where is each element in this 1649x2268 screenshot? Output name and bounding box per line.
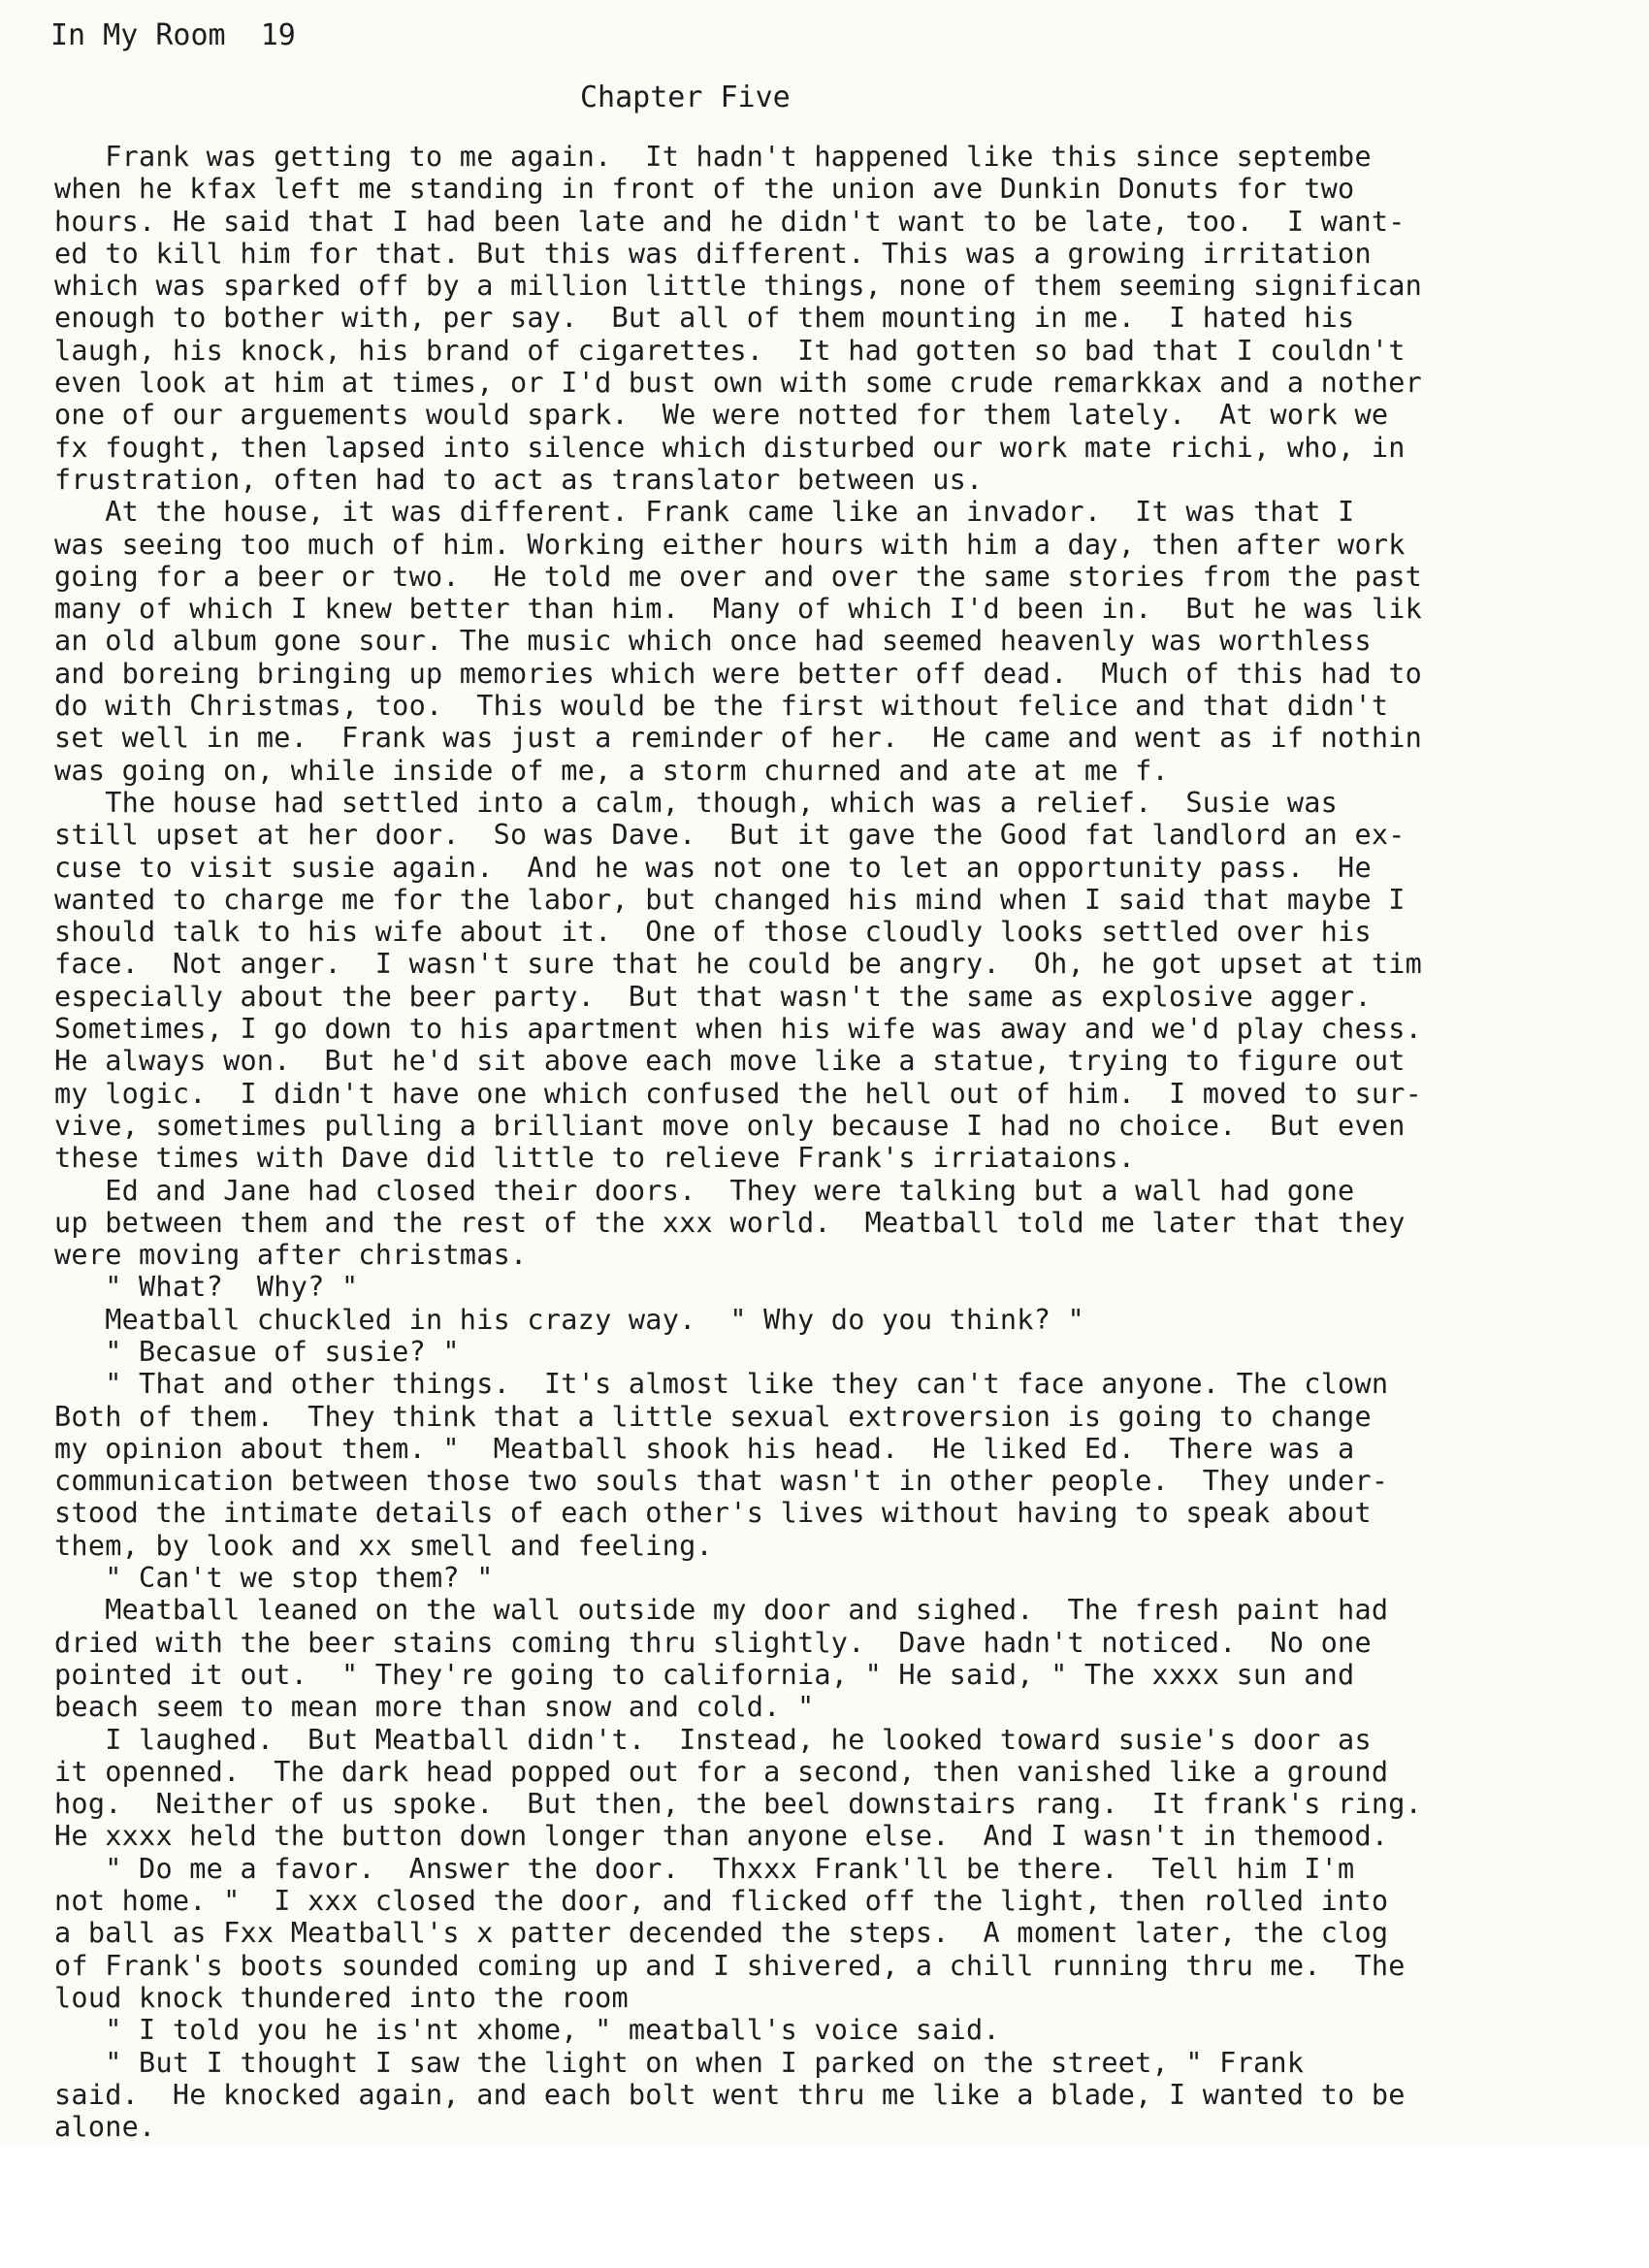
text-line: Meatball leaned on the wall outside my door and sighed. The fresh paint had [54, 1594, 1389, 1627]
text-line: hog. Neither of us spoke. But then, the beel downstairs rang. It frank's ring. [54, 1788, 1423, 1821]
text-line: wanted to charge me for the labor, but changed his mind when I said that maybe I [54, 883, 1406, 916]
text-line: do with Christmas, too. This would be the first without felice and that didn't [54, 690, 1389, 723]
text-line: not home. " I xxx closed the door, and flicked off the light, then rolled into [54, 1885, 1389, 1918]
text-line: hours. He said that I had been late and he didn't want to be late, too. I want- [54, 205, 1406, 238]
text-line: even look at him at times, or I'd bust own with some crude remarkkax and a nother [54, 367, 1423, 400]
text-line: my logic. I didn't have one which confused the hell out of him. I moved to sur- [54, 1077, 1423, 1110]
blank-margin [0, 2144, 1649, 2268]
text-line: was seeing too much of him. Working either hours with him a day, then after work [54, 528, 1406, 561]
text-line: He always won. But he'd sit above each move like a statue, trying to figure out [54, 1045, 1406, 1078]
text-line: Frank was getting to me again. It hadn't happened like this since septembe [54, 141, 1372, 173]
text-line: pointed it out. " They're going to california, " He said, " The xxxx sun and [54, 1658, 1355, 1691]
text-line: a ball as Fxx Meatball's x patter decended the steps. A moment later, the clog [54, 1917, 1389, 1950]
text-line: these times with Dave did little to relieve Frank's irriataions. [54, 1142, 1136, 1175]
text-line: fx fought, then lapsed into silence which disturbed our work mate richi, who, in [54, 431, 1406, 464]
text-line: when he kfax left me standing in front of the union ave Dunkin Donuts for two [54, 173, 1355, 206]
text-line: especially about the beer party. But that wasn't the same as explosive agger. [54, 980, 1372, 1013]
text-line: At the house, it was different. Frank came like an invador. It was that I [54, 496, 1355, 529]
text-line: " Can't we stop them? " [54, 1562, 494, 1595]
text-line: " What? Why? " [54, 1271, 359, 1304]
text-line: Sometimes, I go down to his apartment when his wife was away and we'd play chess. [54, 1013, 1423, 1046]
text-line: " I told you he is'nt xhome, " meatball's voice said. [54, 2014, 1000, 2047]
text-line: " Becasue of susie? " [54, 1335, 460, 1368]
text-line: stood the intimate details of each other's lives without having to speak about [54, 1497, 1372, 1530]
text-line: " Do me a favor. Answer the door. Thxxx Frank'll be there. Tell him I'm [54, 1852, 1355, 1885]
text-line: Ed and Jane had closed their doors. They were talking but a wall had gone [54, 1174, 1355, 1207]
text-line: He xxxx held the button down longer than anyone else. And I wasn't in themood. [54, 1820, 1389, 1853]
text-line: set well in me. Frank was just a reminder of her. He came and went as if nothin [54, 722, 1423, 755]
text-line: Both of them. They think that a little sexual extroversion is going to change [54, 1400, 1372, 1433]
running-head: In My Room 19 [50, 18, 296, 52]
text-line: which was sparked off by a million little things, none of them seeming significan [54, 270, 1423, 303]
text-line: dried with the beer stains coming thru slightly. Dave hadn't noticed. No one [54, 1626, 1372, 1659]
text-line: should talk to his wife about it. One of those cloudly looks settled over his [54, 916, 1372, 949]
text-line: face. Not anger. I wasn't sure that he could be angry. Oh, he got upset at tim [54, 948, 1423, 981]
text-line: frustration, often had to act as translator between us. [54, 463, 984, 496]
body-text [54, 141, 1645, 2143]
text-line: cuse to visit susie again. And he was not one to let an opportunity pass. He [54, 851, 1372, 884]
text-line: of Frank's boots sounded coming up and I shivered, a chill running thru me. The [54, 1949, 1406, 1982]
text-line: enough to bother with, per say. But all of them mounting in me. I hated his [54, 302, 1355, 335]
text-line: I laughed. But Meatball didn't. Instead, he looked toward susie's door as [54, 1723, 1372, 1756]
text-line: communication between those two souls that wasn't in other people. They under- [54, 1465, 1389, 1498]
text-line: alone. [54, 2111, 156, 2144]
text-line: it openned. The dark head popped out for a second, then vanished like a ground [54, 1755, 1389, 1788]
text-line: said. He knocked again, and each bolt went thru me like a blade, I wanted to be [54, 2078, 1406, 2111]
text-line: Meatball chuckled in his crazy way. " Why do you think? " [54, 1303, 1084, 1336]
text-line: " But I thought I saw the light on when I parked on the street, " Frank [54, 2046, 1305, 2079]
text-line: loud knock thundered into the room [54, 1981, 629, 2014]
text-line: and boreing bringing up memories which were better off dead. Much of this had to [54, 657, 1423, 690]
text-line: ed to kill him for that. But this was different. This was a growing irritation [54, 237, 1372, 270]
text-line: them, by look and xx smell and feeling. [54, 1529, 713, 1562]
text-line: beach seem to mean more than snow and cold. " [54, 1691, 815, 1724]
text-line: going for a beer or two. He told me over and over the same stories from the past [54, 560, 1423, 593]
text-line: one of our arguements would spark. We were notted for them lately. At work we [54, 399, 1389, 432]
text-line: were moving after christmas. [54, 1239, 528, 1272]
text-line: up between them and the rest of the xxx world. Meatball told me later that they [54, 1206, 1406, 1239]
chapter-title: Chapter Five [580, 81, 791, 114]
text-line: laugh, his knock, his brand of cigarettes. It had gotten so bad that I couldn't [54, 334, 1406, 367]
text-line: was going on, while inside of me, a storm churned and ate at me f. [54, 754, 1169, 787]
text-line: still upset at her door. So was Dave. But it gave the Good fat landlord an ex- [54, 819, 1406, 852]
text-line: The house had settled into a calm, though, which was a relief. Susie was [54, 786, 1339, 819]
text-line: an old album gone sour. The music which once had seemed heavenly was worthless [54, 625, 1372, 658]
text-line: " That and other things. It's almost like they can't face anyone. The clown [54, 1368, 1389, 1401]
text-line: my opinion about them. " Meatball shook his head. He liked Ed. There was a [54, 1432, 1355, 1465]
text-line: many of which I knew better than him. Many of which I'd been in. But he was lik [54, 593, 1423, 626]
text-line: vive, sometimes pulling a brilliant move only because I had no choice. But even [54, 1109, 1406, 1142]
